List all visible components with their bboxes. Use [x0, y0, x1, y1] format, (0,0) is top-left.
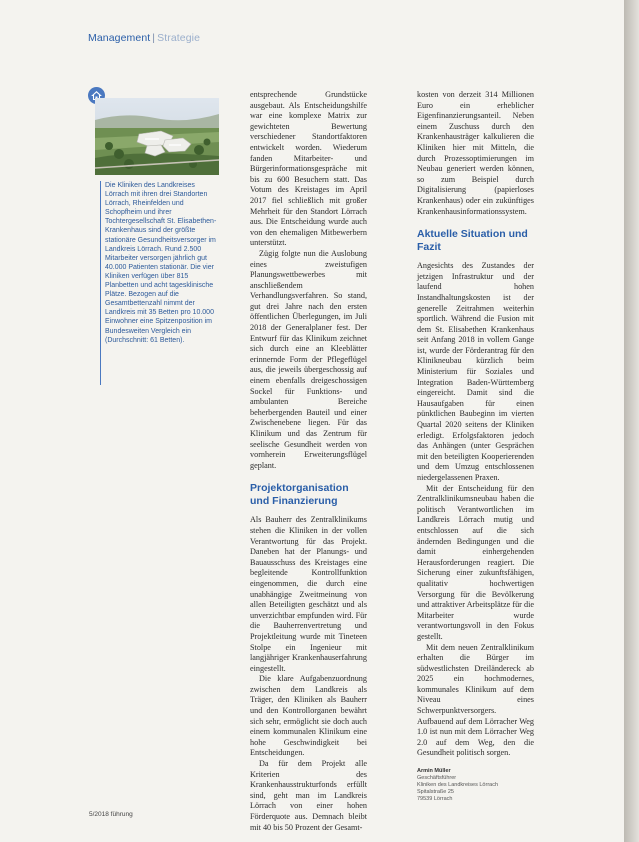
body-paragraph: Die klare Aufgabenzuordnung zwischen dem Landkreis als Träger, den Kliniken als Bauherr und den Kontrollorganen bewährt sich sehr, ermöglicht sie doch auch einem kommunalen Klinikum eine hohe Geschwindigkeit bei Entscheidungen.: [250, 674, 367, 758]
section-header: [88, 32, 200, 44]
text-column-right: [417, 90, 534, 803]
body-paragraph: kosten von derzeit 314 Millionen Euro ein erheblicher Eigenfinanzierungsanteil. Neben einem Zuschuss durch den Krankenhausträger kalkulieren die Kliniken hier mit Mitteln, die durch Prozessoptimierungen im Neubau generiert werden können, so zum Beispiel durch Digitalisierung (papierloses Krankenhaus) oder ein zukünftiges Krankenhausinformationssystem.: [417, 90, 534, 216]
author-line: Kliniken des Landkreises Lörrach: [417, 782, 499, 789]
photo-caption: Die Kliniken des Landkreises Lörrach mit ihren drei Standorten Lörrach, Rheinfelden und Schopfheim und ihrer Tochtergesellschaft St. Elisabethen-Krankenhaus sind der größte stationäre Gesundheitsversorger im Landkreis Lörrach. Rund 2.500 Mitarbeiter versorgen jährlich gut 40.000 Patienten stationär. Die vier Kliniken verfügen über 815 Planbetten und acht tagesklinische Plätze. Bezogen auf die Gesamtbettenzahl nimmt der Landkreis mit 35 Betten pro 10.000 Einwohner eine Spitzenposition im Bundesweiten Vergleich ein (Durchschnitt: 61 Betten).: [105, 182, 217, 344]
body-paragraph: Angesichts des Zustandes der jetzigen Infrastruktur und der laufend hohen Instandhaltungskosten ist der generelle Zeitrahmen weiterhin sportlich. Während die Fusion mit dem St. Elisabethen Krankenhaus seit Anfang 2018 in vollem Gange ist, wurde der Förderantrag für den Klinikneubau kürzlich beim Ministerium für Soziales und Integration Baden-Württemberg eingereicht. Damit sind die Hausaufgaben für einen pünktlichen Baubeginn im vierten Quartal 2020 seitens der Kliniken erledigt. Erfolgsfaktoren jedoch das Anhängen (unter Gesprächen mit den beteiligten Kooperierenden und dem Umzug entschlossenen niedergelassenen Praxen.: [417, 261, 534, 482]
author-name: Armin Müller: [417, 768, 451, 775]
caption-rule: [100, 181, 101, 385]
text-column-left: [250, 90, 367, 832]
author-line: Spitalstraße 25: [417, 789, 454, 796]
body-paragraph: Mit dem neuen Zentralklinikum erhalten die Bürger im südwestlichsten Dreiländereck ab 2025 ein hochmodernes, kommunales Klinikum auf dem Niveau eines Schwerpunktversorgers. Aufbauend auf dem Lörracher Weg 1.0 ist nun mit dem Lörracher Weg 2.0 auf dem Weg, den die Gesundheit politisch sorgen.: [417, 642, 534, 758]
page-spine: [624, 0, 639, 842]
author-block: [417, 768, 534, 803]
author-line: 79539 Lörrach: [417, 796, 453, 803]
section-heading: Aktuelle Situation und Fazit: [417, 228, 528, 254]
body-paragraph: Da für dem Projekt alle Kriterien des Krankenhausstrukturfonds erfüllt sind, geht man im Landkreis Lörrach von einer hohen Förderquote aus. Demnach bleibt mit 40 bis 50 Prozent der Gesamt-: [250, 759, 367, 832]
page-footer: 5/2018 führung: [89, 811, 133, 818]
subsection-label: Strategie: [157, 32, 201, 44]
body-paragraph: Als Bauherr des Zentralklinikums stehen die Kliniken in der vollen Verantwortung für das Projekt. Daneben hat der Planungs- und Bauausschuss des Kreistages eine begleitende Kontrollfunktion eingenommen, die durch eine unabhängige Zweitmeinung von allen Beteiligten geschätzt und als unverzichtbar empfunden wird. Für die Bauherrenvertretung und Projektleitung wurde mit Tineteen Stolpe ein Ingenieur mit langjähriger Krankenhauserfahrung eingestellt.: [250, 515, 367, 673]
body-paragraph: Mit der Entscheidung für den Zentralklinikumsneubau haben die politisch Verantwortlichen im Landkreis Lörrach mutig und entschlossen auf die sich ändernden Bedingungen und die damit einhergehenden Herausforderungen reagiert. Die Sicherung einer zukunftsfähigen, qualitativ hochwertigen Versorgung für die Bevölkerung und attraktiver Arbeitsplätze für die Mitarbeiter wurde verantwortungsvoll in den Fokus gestellt.: [417, 483, 534, 641]
body-paragraph: entsprechende Grundstücke ausgebaut. Als Entscheidungshilfe war eine komplexe Matrix zur gewichteten Bewertung verschiedener Standortfaktoren entwickelt worden. Wiederum fanden Mitarbeiter- und Bürgerinformationsgespräche mit bis zu 600 Besuchern statt. Das Votum des Kreistages im April 2017 fiel schließlich mit großer Mehrheit für den Standort Lörrach aus. Die Entscheidung wurde auch von den ehemaligen Mitbewerbern unterstützt.: [250, 90, 367, 248]
section-label: Management: [88, 32, 151, 44]
author-line: Geschäftsführer: [417, 775, 457, 782]
body-paragraph: Zügig folgte nun die Auslobung eines zweistufigen Planungswettbewerbes mit anschließendem Verhandlungsverfahren. So stand, gut drei Jahre nach den ersten öffentlichen Überlegungen, im Juli 2018 der Generalplaner fest. Der Entwurf für das Klinikum zeichnet sich durch eine an Kleeblätter erinnernde Form der Pflegeflügel aus, die jeweils übergeschossig auf einem ebenfalls dreigeschossigen Sockel für Funktions- und ambulanten Bereiche beherbergenden Bauteil und einer Zwischenebene liegen. Für das Klinikum und das Zentrum für seelische Gesundheit werden von vornherein Erweiterungsflügel geplant.: [250, 248, 367, 470]
section-heading: Projektorganisation und Finanzierung: [250, 482, 349, 508]
hospital-aerial-photo: [95, 98, 219, 175]
header-separator: |: [152, 32, 156, 44]
